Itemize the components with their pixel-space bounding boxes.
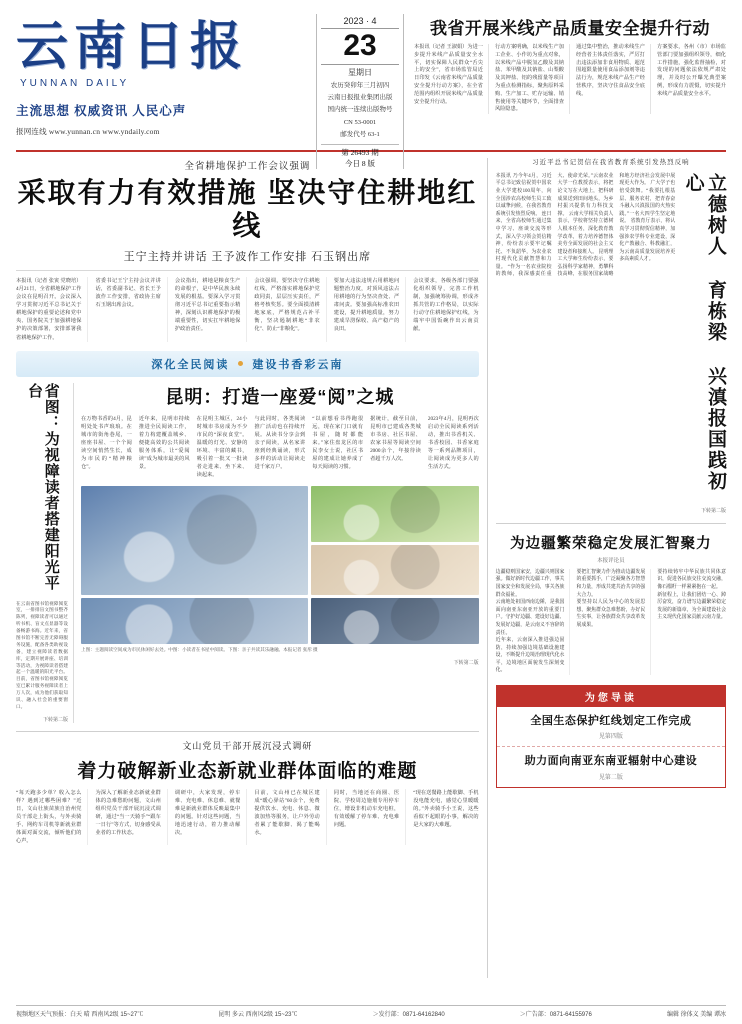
side-col: 广大学子也倍受鼓舞。“我要扎根基层、服务农村，把青春奋斗融入兴滇报国的火热实践。”一名大四学生坚定地说。 [619, 181, 676, 225]
main-col: 会议要求，各级各部门要强化组织领导，完善工作机制，加强统筹协调，形成齐抓共管的工作格局，以实际行动守住耕地保护红线，为端牢中国饭碗作出云南贡献。 [413, 278, 479, 333]
newspaper-urls: 报网连线 www.yunnan.cn www.yndaily.com [16, 127, 160, 137]
side-top-body [496, 173, 682, 503]
feature-body [81, 415, 479, 480]
guide-item-title: 全国生态保护红线划定工作完成 [530, 715, 692, 728]
date-day: 23 [343, 29, 377, 62]
main-col: 会议强调，要坚决守住耕地红线，严格落实耕地保护党政同责，层层压实责任，严格考核奖惩。要全面摸清耕地家底，严格规范占补平衡，坚决遏制耕地“非农化”、防止“非粮化”。 [254, 277, 326, 342]
photo-outdoor-reading [311, 486, 479, 542]
main-headline: 采取有力有效措施 坚决守住耕地红线 [17, 177, 478, 242]
main-col: 省委书记王宁主持会议并讲话，省委副书记、省长王予波作工作安排，省政协主席石玉钢出席会议。 [95, 277, 167, 342]
lead-col: 方案要求，各州（市）市场监管部门要加强组织领导，细化工作措施，强化监督抽检，对发现的问题依法依规严肃处理，并及时公开曝光典型案例，形成有力震慑，切实提升米线产品质量安全水平。 [657, 44, 726, 97]
side-second-col [576, 569, 651, 675]
side-second-body [496, 569, 726, 675]
photo-reader-portrait [311, 598, 479, 644]
lead-headline: 我省开展米线产品质量安全提升行动 [430, 19, 710, 38]
banner-right-text: 建设书香彩云南 [252, 358, 344, 371]
main-col: 会议指出，耕地是粮食生产的命根子，是中华民族永续发展的根基。要深入学习贯彻习近平总书记重要指示精神，深刻认识耕地保护的极端重要性，切实扛牢耕地保护政治责任。 [175, 277, 247, 342]
bottom-col: 为深入了解新业态新就业群体的急难愁盼问题，文山州组织党员干部开展沉浸式调研，通过“当一天骑手”“跟车一日行”等方式，切身感受从业者的工作状态。 [95, 789, 167, 845]
side-second-para: 要持续铸牢中华民族共同体意识，促进各民族交往交流交融，像石榴籽一样紧紧抱在一起。 [657, 569, 726, 590]
side-second-para: 云南地处祖国西南边陲，是我国面向南亚东南亚开放的重要门户。守护好边疆、建设好边疆、发展好边疆，是云南义不容辞的责任。 [495, 600, 565, 636]
photo-caption: 上图：主题阅读空间成为市民休闲好去处。中图：小读者在书屋中阅读。下图：亲子共读其乐融融。本报记者 张彤 摄 [81, 647, 318, 653]
bottom-body [16, 789, 479, 845]
side-second-para: 近年来，云南深入推进强边固防，持续加强边境基础设施建设，不断提升边境治理现代化水平，边境地区面貌发生深刻变化。 [495, 638, 565, 674]
bottom-kicker: 文山党员干部开展沉浸式调研 [182, 740, 313, 751]
side-second-para: 新征程上，让我们团结一心、踔厉奋发，奋力谱写边疆繁荣稳定发展的新篇章，为全面建设社会主义现代化国家贡献云南力量。 [657, 592, 726, 621]
feature-col: 据统计，截至目前，昆明市已建成各类城市书房、社区书屋、农家书屋等阅读空间2000余个，年接待读者超千万人次。 [370, 415, 421, 462]
footer-distribution: ＞发行部：0871-64162840 [372, 1012, 445, 1018]
feature-col: 2023年4月，昆明再次启动全民阅读系列活动，推出书香机关、书香校园、书香家庭等一系列品牌项目，让阅读成为更多人的生活方式。 [427, 415, 479, 470]
bottom-col: 目前，文山州已在城区建成“暖心驿站”60余个，免费提供饮水、充电、休息、微波加热等服务，让户外劳动者累了能歇脚、渴了能喝水。 [254, 789, 326, 845]
feature-section [16, 383, 479, 723]
main-col: 本报讯（记者 张寅 党晓培）4月21日，全省耕地保护工作会议在昆明召开。会议深入学习贯彻习近平总书记关于耕地保护的重要论述和党中央、国务院关于加强耕地保护的决策部署，安排部署我省耕地保护工作。 [16, 277, 88, 342]
guide-item-title: 助力面向南亚东南亚辐射中心建设 [524, 755, 698, 768]
newspaper-title: 云南日报 [16, 19, 249, 76]
main-column [16, 158, 488, 978]
bottom-col: “每天跑多少单？收入怎么样？遇到过哪些困难？”近日，文山壮族苗族自治州党员干部走上街头，与外卖骑手、网约车司机等新就业群体面对面交流，倾听他们的心声。 [16, 789, 88, 845]
feature-col: 与此同时，各类阅读推广活动也在持续开展。从读书分享会到亲子阅读，从名家讲座到经典诵读，形式多样的活动让阅读走进千家万户。 [254, 415, 306, 470]
guide-title: 为您导读 [497, 686, 725, 707]
feature-col: 在万物书香的4月，昆明处处书声琅琅。在城市的街角巷尾，一座座书屋、一个个阅读空间悄然生长，成为市民的“精神粮仓”。 [81, 415, 132, 470]
guide-item-page: 见第四版 [598, 734, 623, 741]
date-publisher: 云南日报报业集团出版 [327, 93, 393, 101]
side-second-para: 要把汇智聚力作为推动边疆发展的重要抓手，广泛凝聚各方智慧和力量，形成共建共治共享的强大合力。 [576, 569, 646, 598]
side-top-signature: 下转第二版 [700, 508, 726, 514]
bottom-headline: 着力破解新业态新就业群体面临的难题 [77, 760, 418, 782]
side-second-para: 边疆稳则国家安，边疆兴则国家强。做好新时代边疆工作，事关国家安全和发展全局，事关各族群众福祉。 [495, 569, 565, 598]
lead-col: 通过集中整治，推动米线生产经营者主体责任落实，严厉打击违法添加非食用物质、超范围超限量使用食品添加剂等违法行为，规范米线产品生产经营秩序，坚决守住食品安全底线。 [576, 44, 651, 114]
side-second-para: 要坚持以人民为中心的发展思想，聚焦群众急难愁盼，办好民生实事，让各族群众共享改革发展成果。 [576, 600, 646, 628]
feature-col: “以前想看书得跑很远，现在家门口就有书屋，随时都能来。”家住盘龙区的市民李女士说，社区书屋的建成让她养成了每天阅读的习惯。 [312, 415, 364, 470]
main-col: 要加大违法违规占用耕地问题整治力度，对顶风违法占用耕地的行为坚决查处、严肃问责。要加强高标准农田建设，提升耕地质量，努力建成旱涝保收、高产稳产的良田。 [334, 277, 406, 342]
side-shoulder-line: 习近平总书记贺信在我省教育系统引发热烈反响 [532, 159, 690, 166]
date-cn-number: CN 53-0001 [343, 118, 377, 126]
banner-dot-icon [238, 361, 243, 366]
guide-item-page: 见第二版 [598, 774, 623, 781]
side-second-byline: 本报评论员 [597, 557, 625, 564]
feature-side-signature: 下转第二版 [42, 717, 68, 723]
lead-story [410, 14, 726, 114]
page-body [16, 158, 726, 978]
date-cn-code: 国内统一连续出版物号 [327, 106, 393, 114]
feature-side-body: 在云南省图书馆视障阅览室，一排排盲文图书整齐陈列，视障读者可以通过听书机、盲文点显器等设备畅游书海。近年来，省图书馆不断完善无障碍服务设施，配备各类助视设备，建立视障读者数据库，定期开展讲座、培训等活动，为视障读者搭建起一个温暖的阳光平台。目前，省图书馆视障阅览室已累计服务视障读者上万人次，成为他们获取知识、融入社会的重要窗口。 [16, 600, 68, 709]
footer-editors: 编辑 徐体义 美编 谭冰 [666, 1012, 726, 1018]
feature-side-title: 省图：为视障读者搭建阳光平台 [26, 382, 60, 591]
side-top-headline: 立德树人 育栋梁 兴滇报国践初心 [682, 172, 726, 492]
lead-col: 本报讯（记者 王淑娟）为进一步提升米线产品质量安全水平，切实保障人民群众“舌尖上的安全”，省市场监管局近日印发《云南省米线产品质量安全提升行动方案》，在全省范围内组织开展米线产品质量安全提升行动。 [414, 44, 489, 114]
date-post-code: 邮发代号 63-1 [340, 131, 380, 139]
feature-side-story [16, 383, 74, 723]
guide-item[interactable] [497, 707, 725, 746]
side-col: 连日来，全省高校师生通过集中学习、座谈交流等形式，深入学习领会贺信精神，纷纷表示要牢记嘱托、不负韶华，为农业农村现代化贡献智慧和力量。 [495, 211, 552, 270]
footer-advertising: ＞广告部：0871-64155976 [519, 1012, 592, 1018]
feature-main-story [81, 383, 479, 723]
date-issue-number: 第 26493 期 [321, 144, 399, 158]
main-body [16, 277, 479, 342]
reader-guide-box [496, 685, 726, 788]
feature-headline: 昆明：打造一座爱“阅”之城 [165, 386, 395, 407]
bottom-col: “现在送餐路上能歇脚、手机没电能充电，感觉心里暖暖的。”外卖骑手小王说，这些看似不起眼的小事，解决的是大家的大难题。 [413, 789, 479, 829]
lead-col: 行动方案明确，以米线生产加工企业、小作坊为重点对象，以米线产品中脱氢乙酸及其钠盐、苯甲酸及其钠盐、山梨酸及其钾盐、铝的残留量等项目为重点检测指标，聚焦原料采购、生产加工、贮存运输、销售使用等关键环节，全面排查风险隐患。 [495, 44, 570, 114]
lead-body [414, 44, 726, 114]
side-col: 昆明理工大学师生纷纷表示，要弘扬科学家精神，勇攀科技高峰，在服务国家战略和地方经济社会发展中展现更大作为。 [557, 173, 676, 278]
masthead-brand [16, 14, 316, 137]
side-col: 省教育厅表示，将认真学习贯彻贺信精神，加强涉农学科专业建设，深化产教融合、科教融汇，为云南高质量发展培养更多高素质人才。 [619, 219, 676, 263]
feature-signature: 下转第二版 [453, 660, 479, 666]
page-footer [16, 1005, 726, 1018]
banner-left-text: 深化全民阅读 [151, 358, 230, 371]
side-second-headline: 为边疆繁荣稳定发展汇智聚力 [496, 523, 726, 553]
guide-item[interactable] [497, 746, 725, 786]
side-top-story [496, 173, 726, 503]
footer-weather-mid: 昆明 多云 西南风2级 15~23℃ [218, 1012, 298, 1018]
photo-students-bookshelf [81, 598, 308, 644]
date-lunar: 农历癸卯年三月初四 [330, 81, 390, 89]
side-col: 本报讯 乃今年4月，习近平总书记致信祝贺中国农业大学建校100周年，向全国涉农高校师生员工致以诚挚问候，在我省教育系统引发热烈反响。 [495, 173, 552, 217]
side-col: “作为一名农业院校的教师，我深感责任重大、使命光荣。”云南农业大学一位教授表示，将把论文写在大地上，把科研成果送到田间地头，为乡村振兴提供有力科技支撑。 [495, 173, 614, 278]
main-subhead: 王宁主持并讲话 王予波作工作安排 石玉钢出席 [16, 248, 479, 271]
feature-col: 在昆明主城区，24小时城市书房成为不少市民的“深夜食堂”。温暖的灯光、安静的环境、丰富的藏书，吸引着一批又一批读者走进来、坐下来、读起来。 [196, 415, 248, 478]
date-page-count: 今日 8 版 [345, 158, 375, 168]
feature-col: 近年来，昆明市持续推进全民阅读工作，着力构建覆盖城乡、便捷高效的公共阅读服务体系，让“爱阅读”成为城市最美的风景。 [138, 415, 190, 470]
date-year-month: 2023 · 4 [321, 16, 399, 29]
bottom-col: 调研中，大家发现，停车难、充电难、休息难、就餐难是新就业群体反映最集中的问题。针对这些问题，当地迅速行动，着力推动解决。 [175, 789, 247, 845]
date-weekday: 星期日 [321, 64, 399, 78]
photo-library-interior [81, 486, 308, 595]
main-kicker: 全省耕地保护工作会议强调 [184, 162, 311, 172]
newspaper-pinyin: YUNNAN DAILY [20, 78, 130, 90]
side-second-col [657, 569, 726, 675]
bottom-col: 同时，当地还在商圈、医院、学校周边施划专用停车位，增设非机动车充电桩，有效缓解了停车难、充电难问题。 [334, 789, 406, 845]
side-second-col [496, 569, 571, 675]
reading-campaign-banner [16, 351, 479, 377]
side-col: 云南大学相关负责人表示，学校将坚持立德树人根本任务，深化教育教学改革，着力培养德智体美劳全面发展的社会主义建设者和接班人。 [557, 211, 614, 255]
footer-weather-left: 视频地区天气预报：白天 晴 西南风2级 15~27℃ [16, 1012, 144, 1018]
bottom-story [16, 731, 479, 845]
side-column [488, 158, 726, 978]
photo-collage [81, 486, 479, 644]
newspaper-slogan: 主流思想 权威资讯 人民心声 [16, 104, 187, 119]
photo-child-reading [311, 545, 479, 595]
date-block [316, 14, 404, 169]
